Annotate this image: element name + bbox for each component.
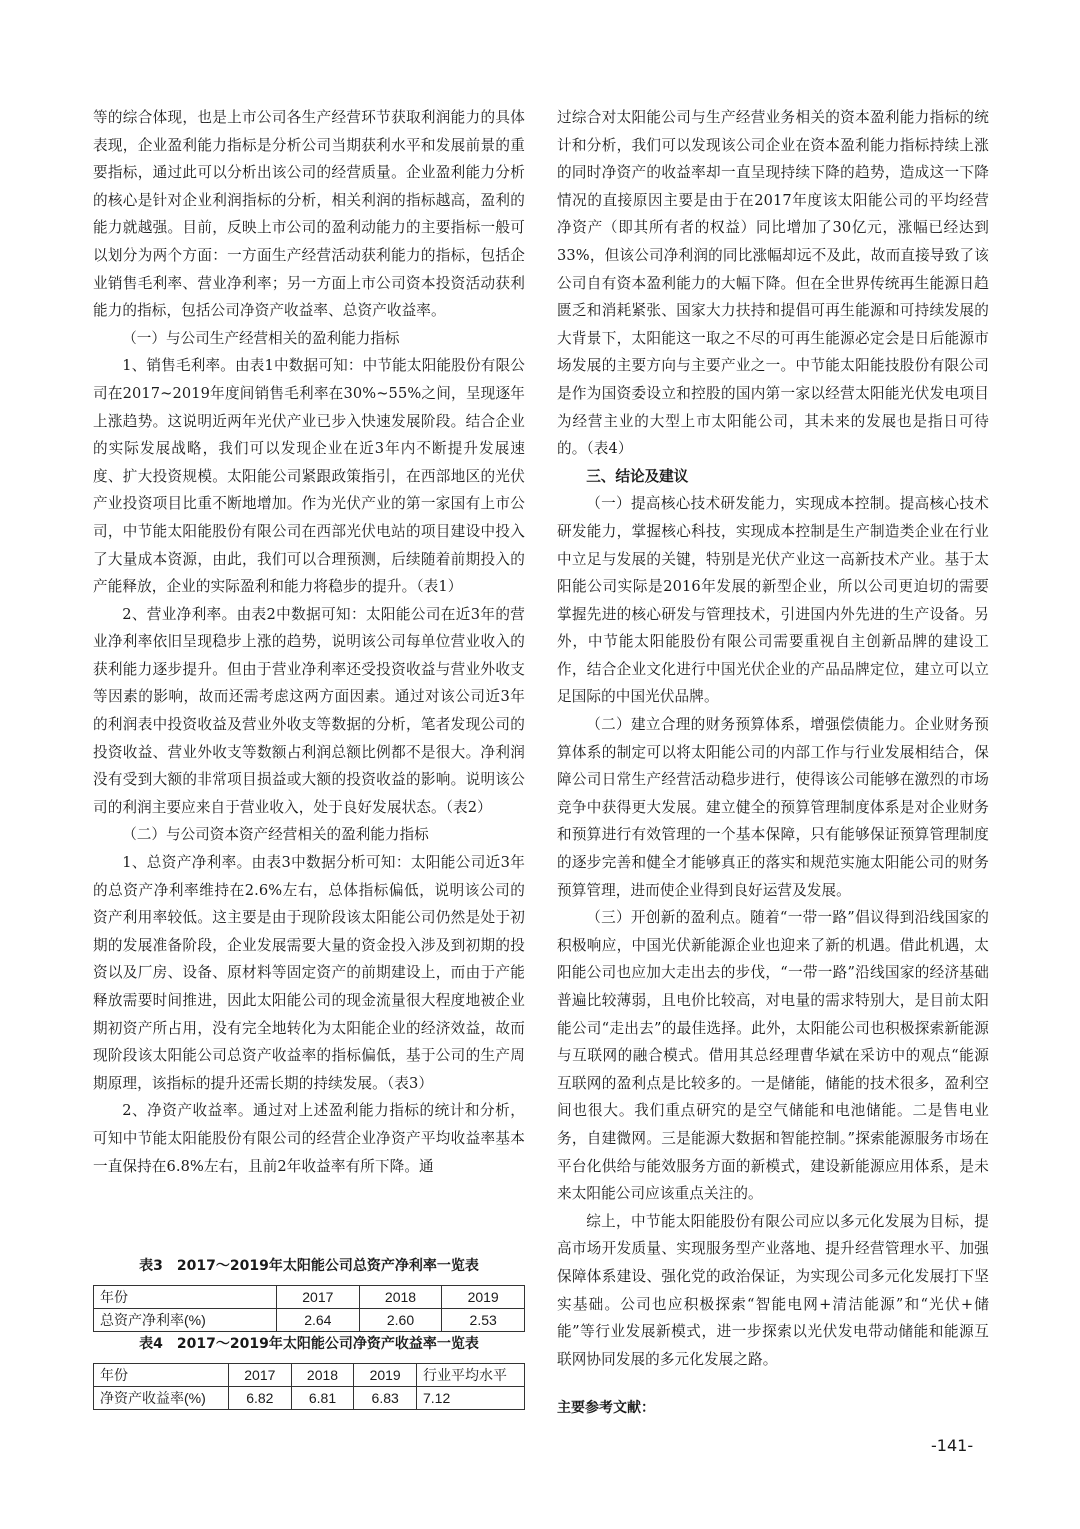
table-row	[94, 1309, 525, 1332]
section-heading: 三、结论及建议	[586, 467, 689, 485]
table-cell: 总资产净利率(%)	[94, 1309, 277, 1332]
table-cell: 2019	[354, 1364, 417, 1387]
table-cell: 2017	[277, 1286, 360, 1309]
body-paragraph: 1、总资产净利率。由表3中数据分析可知：太阳能公司近3年的总资产净利率维持在2.6%左右，总体指标偏低，说明该公司的资产利用率较低。这主要是由于现阶段该太阳能公司仍然是处于初期的发展准备阶段，企业发展需要大量的资金投入涉及到初期的投资以及厂房、设备、原材料等固定资产的前期建设上，而由于产能释放需要时间推进，因此太阳能公司的现金流量很大程度地被企业期初资产所占用，没有完全地转化为太阳能企业的经济效益，故而现阶段该太阳能公司总资产收益率的指标偏低，基于公司的生产周期原理，该指标的提升还需长期的持续发展。（表3）	[93, 854, 525, 1092]
table-cell: 年份	[94, 1364, 229, 1387]
body-paragraph: （一）提高核心技术研发能力，实现成本控制。提高核心技术研发能力，掌握核心科技，实现成本控制是生产制造类企业在行业中立足与发展的关键，特别是光伏产业这一高新技术产业。基于太阳能公司实际是2016年发展的新型企业，所以公司更迫切的需要掌握先进的核心研发与管理技术，引进国内外先进的生产设备。另外，中节能太阳能股份有限公司需要重视自主创新品牌的建设工作，结合企业文化进行中国光伏企业的产品品牌定位，建立可以立足国际的中国光伏品牌。	[557, 495, 989, 706]
table3	[93, 1285, 525, 1332]
body-paragraph: 2、营业净利率。由表2中数据可知：太阳能公司在近3年的营业净利率依旧呈现稳步上涨的趋势，说明该公司每单位营业收入的获利能力逐步提升。但由于营业净利率还受投资收益与营业外收支等因素的影响，故而还需考虑这两方面因素。通过对该公司近3年的利润表中投资收益及营业外收支等数据的分析，笔者发现公司的投资收益、营业外收支等数额占利润总额比例都不是很大。净利润没有受到大额的非常项目损益或大额的投资收益的影响。说明该公司的利润主要应来自于营业收入，处于良好发展状态。（表2）	[93, 605, 525, 816]
table-cell: 2018	[291, 1364, 354, 1387]
page-number: -141-	[931, 1436, 974, 1455]
table-cell: 2019	[442, 1286, 525, 1309]
table4-caption: 表4 2017～2019年太阳能公司净资产收益率一览表	[139, 1336, 479, 1352]
section-heading: （二）与公司资本资产经营相关的盈利能力指标	[122, 826, 429, 844]
table-cell: 6.83	[354, 1387, 417, 1410]
left-column	[93, 104, 525, 1180]
table-cell: 2017	[229, 1364, 292, 1387]
table4	[93, 1363, 525, 1410]
body-paragraph: （三）开创新的盈利点。随着“一带一路”倡议得到沿线国家的积极响应，中国光伏新能源企业也迎来了新的机遇。借此机遇，太阳能公司也应加大走出去的步伐，“一带一路”沿线国家的经济基础普遍比较薄弱，且电价比较高，对电量的需求特别大，是目前太阳能公司“走出去”的最佳选择。此外，太阳能公司也积极探索新能源与互联网的融合模式。借用其总经理曹华斌在采访中的观点“能源互联网的盈利点是比较多的。一是储能，储能的技术很多，盈利空间也很大。我们重点研究的是空气储能和电池储能。二是售电业务，自建微网。三是能源大数据和智能控制。”探索能源服务市场在平台化供给与能效服务方面的新模式，建设新能源应用体系，是未来太阳能公司应该重点关注的。	[557, 909, 989, 1203]
body-paragraph: 综上，中节能太阳能股份有限公司应以多元化发展为目标，提高市场开发质量、实现服务型产业落地、提升经营管理水平、加强保障体系建设、强化党的政治保证，为实现公司多元化发展打下坚实基础。公司也应积极探索“智能电网+清洁能源”和“光伏+储能”等行业发展新模式，进一步探索以光伏发电带动储能和能源互联网协同发展的多元化发展之路。	[557, 1212, 989, 1368]
table-cell: 7.12	[417, 1387, 525, 1410]
body-paragraph: （二）建立合理的财务预算体系，增强偿债能力。企业财务预算体系的制定可以将太阳能公司的内部工作与行业发展相结合，保障公司日常生产经营活动稳步进行，使得该公司能够在激烈的市场竞争中获得更大发展。建立健全的预算管理制度体系是对企业财务和预算进行有效管理的一个基本保障，只有能够保证预算管理制度的逐步完善和健全才能够真正的落实和规范实施太阳能公司的财务预算管理，进而使企业得到良好运营及发展。	[557, 716, 989, 899]
right-column	[557, 104, 989, 1373]
table3-block	[93, 1255, 525, 1328]
body-paragraph: 等的综合体现，也是上市公司各生产经营环节获取利润能力的具体表现，企业盈利能力指标是分析公司当期获利水平和发展前景的重要指标，通过此可以分析出该公司的经营质量。企业盈利能力分析的核心是针对企业利润指标的分析，相关利润的指标越高，盈利的能力就越强。目前，反映上市公司的盈利动能力的主要指标一般可以划分为两个方面：一方面生产经营活动获利能力的指标，包括企业销售毛利率、营业净利率；另一方面上市公司资本投资活动获利能力的指标，包括公司净资产收益率、总资产收益率。	[93, 109, 525, 320]
table-cell: 6.82	[229, 1387, 292, 1410]
table-cell: 2018	[359, 1286, 442, 1309]
table-header-row	[94, 1364, 525, 1387]
table-cell: 2.64	[277, 1309, 360, 1332]
table-cell: 净资产收益率(%)	[94, 1387, 229, 1410]
body-paragraph: 2、净资产收益率。通过对上述盈利能力指标的统计和分析，可知中节能太阳能股份有限公司的经营企业净资产平均收益率基本一直保持在6.8%左右，且前2年收益率有所下降。通	[93, 1102, 525, 1175]
section-heading: （一）与公司生产经营相关的盈利能力指标	[122, 329, 400, 347]
table-cell: 6.81	[291, 1387, 354, 1410]
table-cell: 行业平均水平	[417, 1364, 525, 1387]
table-cell: 2.53	[442, 1309, 525, 1332]
table-row	[94, 1387, 525, 1410]
table4-block	[93, 1333, 525, 1423]
table3-caption: 表3 2017～2019年太阳能公司总资产净利率一览表	[139, 1258, 479, 1274]
body-paragraph: 1、销售毛利率。由表1中数据可知：中节能太阳能股份有限公司在2017~2019年度间销售毛利率在30%~55%之间，呈现逐年上涨趋势。这说明近两年光伏产业已步入快速发展阶段。结合企业的实际发展战略，我们可以发现企业在近3年内不断提升发展速度、扩大投资规模。太阳能公司紧跟政策指引，在西部地区的光伏产业投资项目比重不断地增加。作为光伏产业的第一家国有上市公司，中节能太阳能股份有限公司在西部光伏电站的项目建设中投入了大量成本资源，由此，我们可以合理预测，后续随着前期投入的产能释放，企业的实际盈利和能力将稳步的提升。（表1）	[93, 357, 525, 596]
table-header-row	[94, 1286, 525, 1309]
body-paragraph: 过综合对太阳能公司与生产经营业务相关的资本盈利能力指标的统计和分析，我们可以发现该公司企业在资本盈利能力指标持续上涨的同时净资产的收益率却一直呈现持续下降的趋势，造成这一下降情况的直接原因主要是由于在2017年度该太阳能公司的平均经营净资产（即其所有者的权益）同比增加了30亿元，涨幅已经达到33%，但该公司净利润的同比涨幅却远不及此，故而直接导致了该公司自有资本盈利能力的大幅下降。但在全世界传统再生能源日趋匮乏和消耗紧张、国家大力扶持和提倡可再生能源和可持续发展的大背景下，太阳能这一取之不尽的可再生能源必定会是日后能源市场发展的主要方向与主要产业之一。中节能太阳能技股份有限公司是作为国资委设立和控股的国内第一家以经营太阳能光伏发电项目为经营主业的大型上市太阳能公司，其未来的发展也是指日可待的。（表4）	[557, 109, 989, 458]
table-cell: 年份	[94, 1286, 277, 1309]
references-heading: 主要参考文献：	[557, 1400, 655, 1416]
table-cell: 2.60	[359, 1309, 442, 1332]
